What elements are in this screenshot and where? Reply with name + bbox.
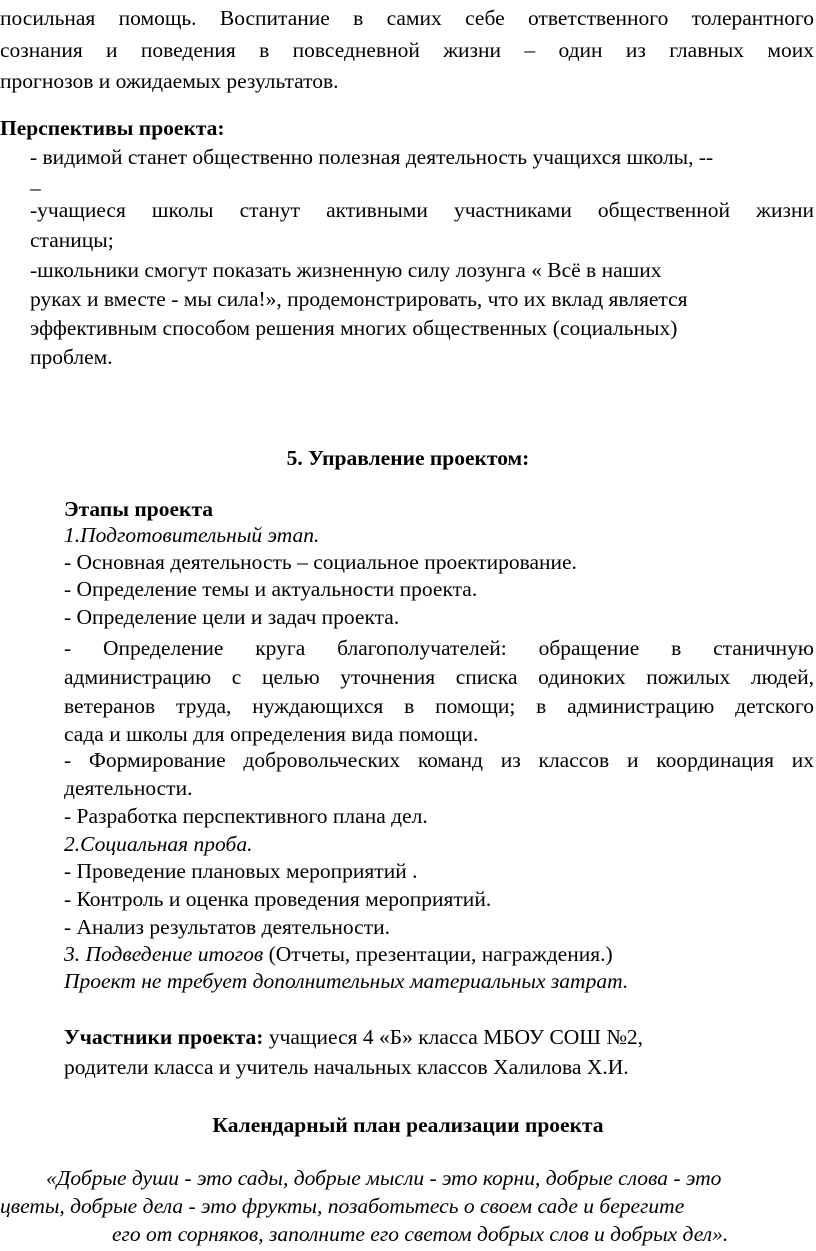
stage1-item-4-line-1: - Определение круга благополучателей: обращение в станичную [64, 636, 814, 660]
stage3-line [64, 940, 613, 968]
perspectives-line-3: станицы; [30, 228, 114, 252]
stages-heading: Этапы проекта [64, 497, 214, 521]
stage3-rest: (Отчеты, презентации, награждения.) [263, 942, 613, 966]
stage1-item-6: - Разработка перспективного плана дел. [64, 804, 428, 828]
perspectives-line-1b: _ [30, 169, 41, 193]
stage2-item-3: - Анализ результатов деятельности. [64, 915, 391, 939]
stage1-title: 1.Подготовительный этап. [64, 523, 320, 547]
stage2-item-2: - Контроль и оценка проведения мероприятий. [64, 887, 492, 911]
stage3-title: 3. Подведение итогов [64, 942, 264, 966]
perspectives-line-1: - видимой станет общественно полезная деятельность учащихся школы, -- [30, 145, 714, 169]
intro-line-1: посильная помощь. Воспитание в самих себе ответственного толерантного [0, 6, 814, 30]
stage1-item-4-line-2: администрацию с целью уточнения списка одиноких пожилых людей, [64, 665, 814, 689]
stage1-item-1: - Основная деятельность – социальное проектирование. [64, 550, 577, 574]
perspectives-line-6: эффективным способом решения многих общественных (социальных) [30, 316, 678, 340]
intro-line-3: прогнозов и ожидаемых результатов. [0, 69, 339, 93]
participants-line-1 [64, 1023, 643, 1051]
quote-line-1: «Добрые души - это сады, добрые мысли - это корни, добрые слова - это [46, 1166, 722, 1190]
perspectives-line-5: руках и вместе - мы сила!», продемонстрировать, что их вклад является [30, 287, 688, 311]
calendar-title: Календарный план реализации проекта [212, 1113, 604, 1137]
perspectives-line-2: -учащиеся школы станут активными участниками общественной жизни [30, 198, 814, 222]
quote-line-2: цветы, добрые дела - это фрукты, позаботьтесь о своем саде и берегите [0, 1194, 685, 1218]
section-title: 5. Управление проектом: [286, 446, 530, 470]
perspectives-line-7: проблем. [30, 345, 113, 369]
quote-line-3: его от сорняков, заполните его светом добрых слов и добрых дел». [112, 1222, 729, 1246]
intro-line-2: сознания и поведения в повседневной жизни – один из главных моих [0, 38, 814, 62]
stage2-item-1: - Проведение плановых мероприятий . [64, 859, 418, 883]
perspectives-heading: Перспективы проекта: [0, 116, 225, 140]
stage1-item-4-line-4: сада и школы для определения вида помощи. [64, 722, 479, 746]
participants-line-2: родители класса и учитель начальных классов Халилова Х.И. [64, 1055, 629, 1079]
perspectives-line-4: -школьники смогут показать жизненную силу лозунга « Всё в наших [30, 258, 662, 282]
stage1-item-3: - Определение цели и задач проекта. [64, 605, 400, 629]
stage1-item-5-line-1: - Формирование добровольческих команд из классов и координация их [64, 748, 814, 772]
participants-label: Участники проекта: [64, 1025, 264, 1049]
stage1-item-2: - Определение темы и актуальности проекта. [64, 577, 478, 601]
stage2-title: 2.Социальная проба. [64, 832, 253, 856]
stage1-item-4-line-3: ветеранов труда, нуждающихся в помощи; в администрацию детского [64, 694, 814, 718]
stage1-item-5-line-2: деятельности. [64, 776, 193, 800]
no-costs-note: Проект не требует дополнительных материальных затрат. [64, 969, 629, 993]
participants-line-1-rest: учащиеся 4 «Б» класса МБОУ СОШ №2, [263, 1025, 644, 1049]
